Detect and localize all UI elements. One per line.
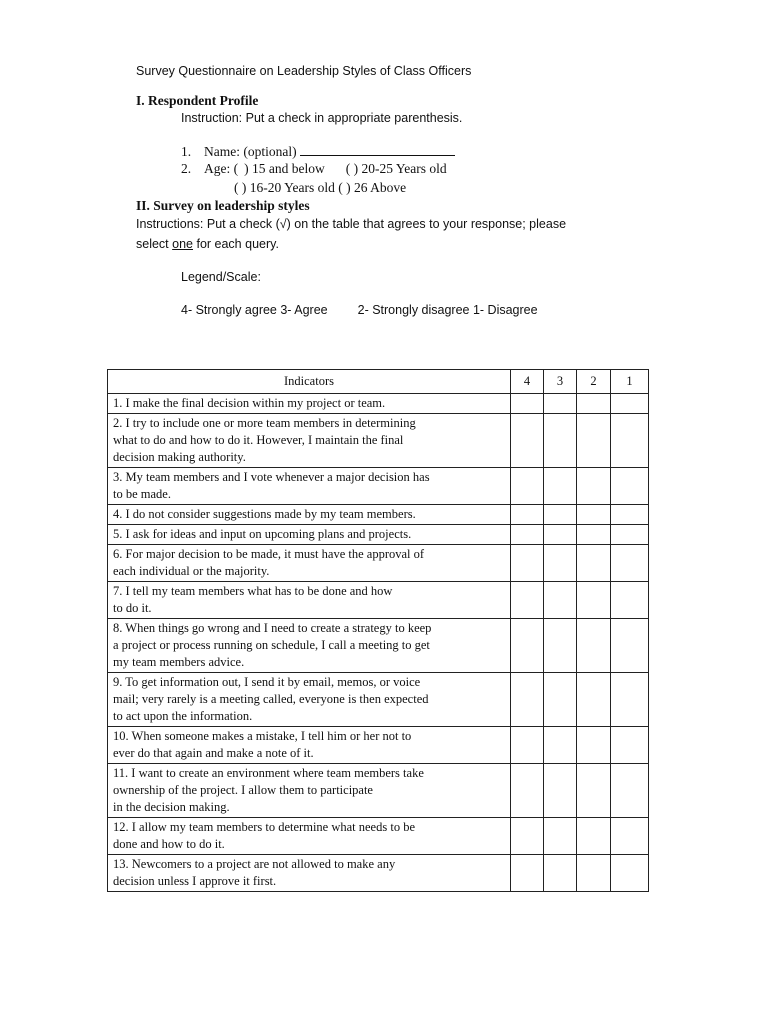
indicator-cell (108, 818, 511, 855)
response-cell-3[interactable] (544, 818, 577, 855)
respondent-profile-instruction: Instruction: Put a check in appropriate parenthesis. (181, 111, 463, 125)
table-row (108, 394, 649, 414)
survey-instruction-line1: Instructions: Put a check (√) on the table that agrees to your response; please (136, 217, 567, 231)
response-cell-4[interactable] (511, 394, 544, 414)
indicators-header: Indicators (108, 370, 511, 394)
table-header-row (108, 370, 649, 394)
age-options-second-line[interactable]: ( ) 16-20 Years old ( ) 26 Above (234, 180, 407, 195)
indicator-text-line: to act upon the information. (113, 709, 253, 723)
table-row (108, 468, 649, 505)
legend-disagree-values: 2- Strongly disagree 1- Disagree (357, 303, 538, 317)
response-cell-2[interactable] (577, 468, 611, 505)
scale-1-header: 1 (611, 370, 649, 394)
name-label: Name: (optional) (204, 144, 297, 159)
table-row (108, 673, 649, 727)
age-option-15-below[interactable]: ) 15 and below (244, 161, 325, 176)
response-cell-3[interactable] (544, 468, 577, 505)
response-cell-1[interactable] (611, 673, 649, 727)
document-title: Survey Questionnaire on Leadership Styles of Class Officers (136, 64, 472, 78)
indicator-cell (108, 505, 511, 525)
response-cell-4[interactable] (511, 855, 544, 892)
response-cell-3[interactable] (544, 855, 577, 892)
legend-agree-values: 4- Strongly agree 3- Agree (181, 303, 328, 317)
item-number: 1. (181, 144, 192, 159)
indicator-text-line: 2. I try to include one or more team members in determining (113, 416, 416, 430)
table-row (108, 582, 649, 619)
indicator-text-line: 12. I allow my team members to determine what needs to be (113, 820, 415, 834)
response-cell-1[interactable] (611, 525, 649, 545)
response-cell-3[interactable] (544, 764, 577, 818)
response-cell-4[interactable] (511, 673, 544, 727)
response-cell-3[interactable] (544, 545, 577, 582)
indicator-text-line: 5. I ask for ideas and input on upcoming plans and projects. (113, 527, 412, 541)
response-cell-3[interactable] (544, 394, 577, 414)
table-row (108, 414, 649, 468)
response-cell-3[interactable] (544, 414, 577, 468)
response-cell-3[interactable] (544, 619, 577, 673)
response-cell-1[interactable] (611, 818, 649, 855)
response-cell-4[interactable] (511, 582, 544, 619)
age-option-20-25[interactable]: ( ) 20-25 Years old (345, 161, 447, 176)
indicator-cell (108, 582, 511, 619)
table-row (108, 505, 649, 525)
table-row (108, 619, 649, 673)
response-cell-3[interactable] (544, 673, 577, 727)
indicator-text-line: to do it. (113, 601, 152, 615)
indicator-text-line: 1. I make the final decision within my project or team. (113, 396, 386, 410)
indicator-text-line: 11. I want to create an environment where team members take (113, 766, 424, 780)
response-cell-2[interactable] (577, 545, 611, 582)
section-heading-respondent-profile: I. Respondent Profile (136, 93, 259, 108)
indicator-text-line: to be made. (113, 487, 171, 501)
scale-4-header: 4 (511, 370, 544, 394)
indicator-text-line: decision unless I approve it first. (113, 874, 277, 888)
indicator-text-line: what to do and how to do it. However, I maintain the final (113, 433, 404, 447)
response-cell-1[interactable] (611, 764, 649, 818)
indicator-text-line: in the decision making. (113, 800, 230, 814)
indicator-text-line: 13. Newcomers to a project are not allowed to make any (113, 857, 396, 871)
name-blank-line[interactable] (300, 141, 455, 156)
response-cell-2[interactable] (577, 505, 611, 525)
table-body (108, 394, 649, 892)
indicator-text-line: 10. When someone makes a mistake, I tell him or her not to (113, 729, 412, 743)
response-cell-3[interactable] (544, 727, 577, 764)
response-cell-1[interactable] (611, 394, 649, 414)
response-cell-4[interactable] (511, 764, 544, 818)
response-cell-2[interactable] (577, 727, 611, 764)
indicator-text-line: decision making authority. (113, 450, 246, 464)
legend-scale (181, 303, 538, 317)
indicator-cell (108, 764, 511, 818)
response-cell-2[interactable] (577, 619, 611, 673)
response-cell-1[interactable] (611, 468, 649, 505)
response-cell-1[interactable] (611, 582, 649, 619)
response-cell-1[interactable] (611, 414, 649, 468)
age-field-row (181, 161, 447, 177)
response-cell-4[interactable] (511, 468, 544, 505)
indicator-cell (108, 414, 511, 468)
response-cell-2[interactable] (577, 525, 611, 545)
indicator-text-line: a project or process running on schedule, I call a meeting to get (113, 638, 430, 652)
indicator-cell (108, 545, 511, 582)
indicator-text-line: 6. For major decision to be made, it must have the approval of (113, 547, 425, 561)
response-cell-1[interactable] (611, 855, 649, 892)
indicator-cell (108, 855, 511, 892)
response-cell-2[interactable] (577, 764, 611, 818)
response-cell-4[interactable] (511, 619, 544, 673)
legend-title: Legend/Scale: (181, 270, 261, 284)
survey-instruction-line2: select one for each query. (136, 237, 279, 251)
indicator-text-line: my team members advice. (113, 655, 245, 669)
underlined-word: one (172, 237, 193, 251)
section-heading-leadership-styles: II. Survey on leadership styles (136, 198, 310, 213)
indicator-text-line: mail; very rarely is a meeting called, everyone is then expected (113, 692, 429, 706)
response-cell-4[interactable] (511, 818, 544, 855)
response-cell-2[interactable] (577, 582, 611, 619)
age-label: Age: ( (204, 161, 239, 176)
indicator-text-line: 7. I tell my team members what has to be done and how (113, 584, 393, 598)
response-cell-3[interactable] (544, 505, 577, 525)
response-cell-1[interactable] (611, 505, 649, 525)
item-number: 2. (181, 161, 192, 176)
name-field-row (181, 141, 455, 160)
response-cell-3[interactable] (544, 525, 577, 545)
response-cell-2[interactable] (577, 673, 611, 727)
response-cell-4[interactable] (511, 414, 544, 468)
response-cell-2[interactable] (577, 394, 611, 414)
indicator-text-line: 4. I do not consider suggestions made by my team members. (113, 507, 416, 521)
indicator-text-line: 9. To get information out, I send it by email, memos, or voice (113, 675, 421, 689)
response-cell-4[interactable] (511, 545, 544, 582)
scale-3-header: 3 (544, 370, 577, 394)
indicator-text-line: done and how to do it. (113, 837, 225, 851)
indicator-text-line: 8. When things go wrong and I need to create a strategy to keep (113, 621, 432, 635)
indicator-cell (108, 525, 511, 545)
indicator-cell (108, 619, 511, 673)
table-row (108, 727, 649, 764)
table-row (108, 525, 649, 545)
response-cell-4[interactable] (511, 727, 544, 764)
indicator-text-line: each individual or the majority. (113, 564, 270, 578)
table-row (108, 764, 649, 818)
indicator-cell (108, 394, 511, 414)
response-cell-2[interactable] (577, 855, 611, 892)
response-cell-1[interactable] (611, 545, 649, 582)
response-cell-2[interactable] (577, 414, 611, 468)
indicator-text-line: ownership of the project. I allow them to participate (113, 783, 373, 797)
indicator-cell (108, 468, 511, 505)
survey-table (107, 369, 649, 892)
table-row (108, 818, 649, 855)
table-row (108, 855, 649, 892)
indicator-cell (108, 673, 511, 727)
table-row (108, 545, 649, 582)
indicator-cell (108, 727, 511, 764)
scale-2-header: 2 (577, 370, 611, 394)
response-cell-2[interactable] (577, 818, 611, 855)
response-cell-1[interactable] (611, 619, 649, 673)
response-cell-4[interactable] (511, 525, 544, 545)
response-cell-4[interactable] (511, 505, 544, 525)
indicator-text-line: ever do that again and make a note of it. (113, 746, 314, 760)
response-cell-3[interactable] (544, 582, 577, 619)
indicator-text-line: 3. My team members and I vote whenever a major decision has (113, 470, 430, 484)
response-cell-1[interactable] (611, 727, 649, 764)
